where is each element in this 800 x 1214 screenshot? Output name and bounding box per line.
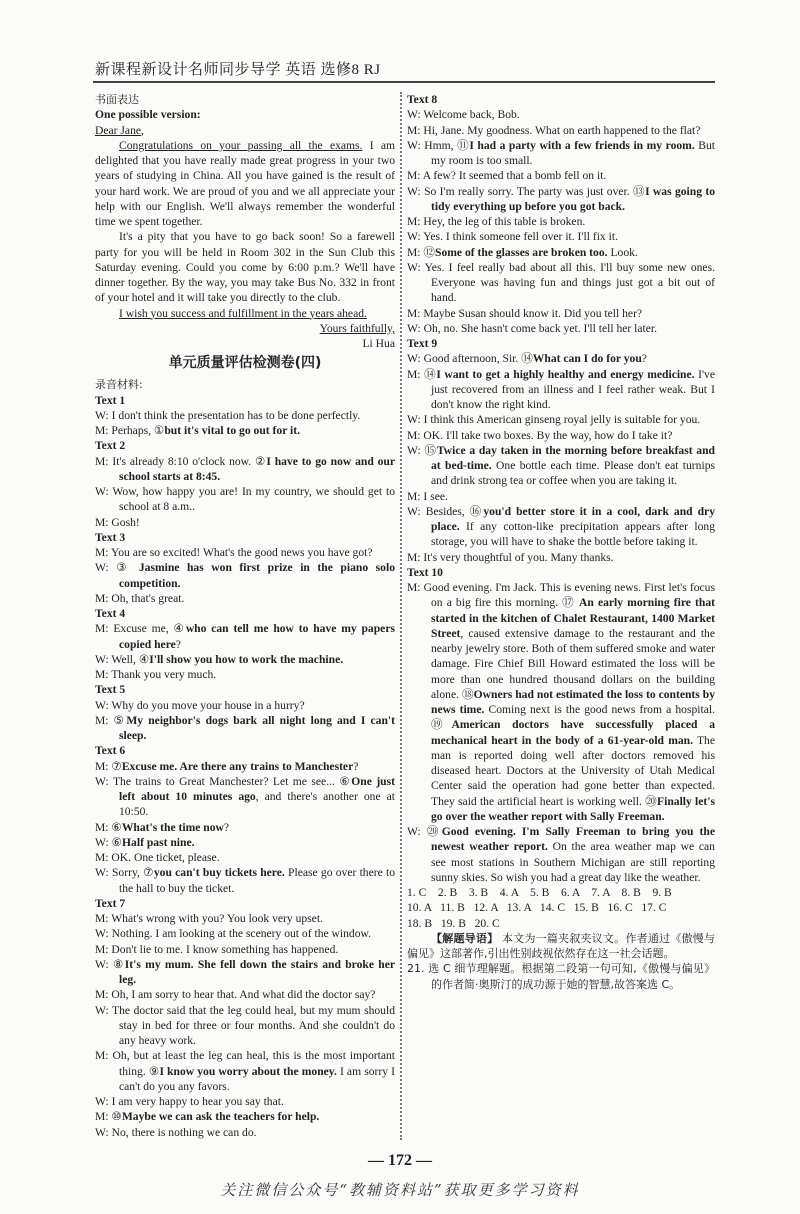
paragraph: 1. C 2. B 3. B 4. A 5. B 6. A 7. A 8. B 9. B [407, 886, 672, 899]
text-run: Coming next is the good news from a hospital. ⑲ [431, 703, 715, 732]
paragraph [95, 138, 395, 230]
text-run: ? [353, 759, 359, 773]
dialogue-line [407, 184, 715, 215]
text-run: W: I think this American ginseng royal jelly is suitable for you. [407, 413, 701, 427]
text-heading: Text 9 [407, 337, 438, 350]
page-number: — 172 — [368, 1151, 432, 1169]
dialogue-line [95, 774, 395, 820]
dialogue-line [95, 652, 395, 667]
text-run: ? [223, 820, 230, 834]
text-run: M: ⑩ [95, 1110, 122, 1124]
text-run: W: Welcome back, Bob. [407, 108, 520, 122]
text-run: The man is reported doing well after doctors removed his diseased heart. Doctors at the University of Utah Medical Center said the operation had gone better than expected. They said the artificial heart is working well. ⑳ [431, 733, 715, 808]
dialogue-line [407, 351, 715, 366]
dialogue-line [407, 107, 715, 122]
dialogue-line [95, 911, 395, 926]
text-run: ? [641, 352, 647, 366]
text-run: W: ⑥ [95, 835, 123, 849]
text-run: M: What's wrong with you? You look very upset. [95, 912, 323, 925]
text-run: If any cotton-like precipitation appears after long storage, you will have to shake the bottle before taking it. [431, 520, 715, 549]
text-run: W: No, there is nothing we can do. [95, 1125, 257, 1139]
text-run: W: Yes. I think someone fell over it. I'll fix it. [407, 230, 618, 244]
text-run: M: OK. I'll take two boxes. By the way, how do I take it? [407, 428, 673, 442]
answer-highlight: American doctors have successfully placed a mechanical heart in the body of a 61-year-old man. [431, 718, 715, 747]
text-run: M: Good evening. I'm Jack. This is evening news. First let's focus on a big fire this morning. ⑰ [407, 581, 715, 610]
paragraph [95, 229, 395, 305]
answer-highlight: who can tell me how to have my papers copied here [119, 622, 395, 651]
dialogue-line [95, 942, 395, 957]
paragraph: 18. B 19. B 20. C [407, 916, 500, 930]
dialogue-line [95, 957, 395, 988]
dialogue-line [407, 229, 715, 244]
text-run: M: Oh, I am sorry to hear that. And what did the doctor say? [95, 988, 376, 1002]
paragraph [407, 931, 715, 962]
text-run: W: Besides, ⑯ [407, 504, 484, 518]
text-run: M: Oh, that's great. [95, 591, 185, 605]
answer-highlight: you'd better store it in a cool, dark and dry place. [431, 504, 715, 533]
text-run: W: Hmm, ⑪ [407, 138, 470, 152]
text-run: M: ⑫ [407, 245, 436, 259]
text-run: M: Gosh! [95, 515, 140, 529]
answer-highlight: Half past nine. [122, 835, 195, 849]
text-run: W: ⑮ [407, 443, 437, 457]
dialogue-line [407, 123, 715, 138]
text-run: W: Well, ④ [95, 652, 150, 666]
running-header: 新课程新设计名师同步导学 英语 选修8 RJ [95, 62, 381, 78]
text-run: W: Yes. I feel really bad about all this. I'll buy some new ones. Everyone was having fun and things just got a bit out of hand. [407, 260, 715, 305]
text-run: W: ⑧ [95, 957, 125, 971]
dialogue-line [95, 515, 395, 530]
text-run: On the area weather map we can see most stations in Southern Michigan are still reporting sunny skies. So wish you had a great day like the weather. [431, 840, 715, 884]
text-run: W: So I'm really sorry. The party was just over. ⑬ [407, 184, 646, 198]
paragraph [95, 306, 395, 321]
text-run: W: The trains to Great Manchester? Let me see... ⑥ [95, 774, 352, 788]
dialogue-line [407, 412, 715, 427]
text-run: W: I am very happy to hear you say that. [95, 1095, 284, 1108]
dialogue-line [407, 504, 715, 550]
text-heading: Text 6 [95, 744, 126, 758]
text-run: W: ⑳ [407, 825, 442, 838]
text-run: M: ⑭ [407, 367, 437, 381]
dialogue-line [95, 1094, 395, 1109]
text-run: M: Thank you very much. [95, 668, 217, 681]
paragraph [95, 321, 395, 336]
text-run: Look. [607, 245, 638, 259]
header-rule [93, 81, 715, 83]
text-run: M: Hi, Jane. My goodness. What on earth happened to the flat? [407, 123, 701, 137]
column-divider [400, 92, 402, 1140]
dialogue-line [95, 1125, 395, 1140]
answer-highlight: I had a party with a few friends in my room. [469, 138, 695, 152]
dialogue-line [95, 820, 395, 835]
right-column [407, 92, 715, 1140]
dialogue-line [407, 489, 715, 504]
answer-highlight: I'll show you how to work the machine. [149, 652, 344, 666]
dialogue-line [95, 560, 395, 591]
dialogue-line [407, 367, 715, 413]
answer-highlight: Owners had not estimated the loss to contents by news time. [431, 687, 715, 716]
answer-highlight: Good evening. I'm Sally Freeman to bring you the newest weather report. [431, 825, 716, 854]
answer-highlight: 【解题导语】 [431, 931, 499, 945]
text-run: 本文为一篇夹叙夹议文。作者通过《傲慢与偏见》这部著作,引出性别歧视依然存在这一社会话题。 [407, 931, 716, 960]
text-run: Congratulations on your passing all the exams. [119, 138, 363, 152]
paragraph: 书面表达 [95, 93, 139, 106]
answer-highlight: An early morning fire that started in the kitchen of Chalet Restaurant, 1400 Market Street [431, 596, 715, 640]
dialogue-line [95, 621, 395, 652]
section-title: 单元质量评估检测卷(四) [168, 355, 322, 372]
text-run: I wish you success and fulfillment in the years ahead. [119, 306, 367, 320]
dialogue-line [95, 545, 395, 560]
dialogue-line [95, 454, 395, 485]
answer-highlight: Some of the glasses are broken too. [435, 245, 608, 259]
dialogue-line [407, 245, 715, 260]
text-run: M: You are so excited! What's the good news you have got? [95, 546, 373, 559]
dialogue-line [407, 824, 715, 885]
dialogue-line [407, 168, 715, 183]
dialogue-line [95, 1048, 395, 1094]
answer-highlight: I know you worry about the money. [159, 1064, 337, 1078]
text-run: M: It's already 8:10 o'clock now. ② [95, 454, 267, 468]
text-run: It's a pity that you have to go back soon! So a farewell party for you will be held in Room 302 in the Sun Club this Saturday evening. Could you come by 6:00 p.m.? We'll have dinner together. By the way, you may take Bus No. 332 in front of your hotel and it will take you directly to the club. [95, 230, 395, 305]
answer-highlight: Finally let's go over the weather report with Sally Freeman. [431, 794, 715, 823]
columns [95, 92, 715, 1140]
text-heading: One possible version: [95, 108, 201, 122]
paragraph [95, 123, 395, 138]
dialogue-line [95, 423, 395, 438]
answer-highlight: My neighbor's dogs bark all night long and I can't sleep. [119, 713, 395, 742]
text-heading: Text 1 [95, 393, 126, 407]
text-run: I am sorry I can't do you any favors. [119, 1064, 395, 1093]
dialogue-line [95, 865, 395, 896]
dialogue-line [95, 667, 395, 682]
text-run: W: Nothing. I am looking at the scenery out of the window. [95, 927, 372, 941]
text-run: , and there's another one at 10:50. [119, 790, 395, 819]
dialogue-line [407, 580, 715, 824]
paragraph: 录音材料: [95, 378, 143, 392]
text-run: W: Wow, how happy you are! In my country, we should get to school at 8 a.m.. [95, 485, 395, 514]
text-run: Dear Jane, [95, 123, 144, 137]
text-run: W: ③ [95, 561, 139, 575]
text-run: One bottle each time. Please don't eat turnips and drink strong tea or coffee when you are taking it. [431, 459, 715, 488]
dialogue-line [407, 428, 715, 443]
answer-highlight: What's the time now [121, 820, 224, 834]
dialogue-line [95, 850, 395, 865]
text-run: 21. 选 C 细节理解题。根据第二段第一句可知,《傲慢与偏见》的作者简·奥斯汀的成功源于她的智慧,故答案选 C。 [407, 962, 715, 991]
dialogue-line [95, 713, 395, 744]
text-run: W: Sorry, ⑦ [95, 866, 154, 880]
answer-highlight: Jasmine has won first prize in the piano solo competition. [119, 561, 395, 590]
text-run: ? [175, 637, 181, 651]
answer-highlight: What can I do for you [532, 352, 642, 366]
answer-highlight: Excuse me. Are there any trains to Manchester [121, 759, 354, 773]
text-heading: Text 4 [95, 607, 126, 620]
text-run: M: Maybe Susan should know it. Did you tell her? [407, 306, 643, 320]
dialogue-line [407, 260, 715, 306]
text-run: I've just recovered from an illness and I feel rather weak. But I don't know the right kind. [431, 367, 715, 411]
text-run: I am delighted that you have really made great progress in your two years of studying in China. All you have gained is the result of your hard work. We are proud of you and we all appreciate your help with our English. We'll always remember the wonderful time we spent together. [95, 138, 395, 228]
text-run: W: Good afternoon, Sir. ⑭ [407, 352, 533, 366]
answer-highlight: Twice a day taken in the morning before breakfast and at bed-time. [431, 443, 715, 472]
text-heading: Text 10 [407, 565, 443, 579]
dialogue-line [407, 550, 715, 565]
dialogue-line [407, 961, 715, 992]
answer-highlight: It's my mum. She fell down the stairs and broke her leg. [119, 957, 395, 986]
dialogue-line [407, 214, 715, 229]
text-run: M: ⑥ [95, 820, 122, 834]
text-heading: Text 3 [95, 530, 126, 544]
text-run: M: ⑤ [95, 713, 127, 727]
dialogue-line [95, 759, 395, 774]
dialogue-line [407, 321, 715, 336]
text-run: M: ⑦ [95, 759, 122, 773]
text-run: W: Why do you move your house in a hurry? [95, 698, 305, 712]
answer-highlight: I want to get a highly healthy and energy medicine. [436, 367, 695, 381]
answer-highlight: I have to go now and our school starts at 8:45. [119, 454, 395, 483]
text-run: M: OK. One ticket, please. [95, 851, 220, 864]
text-run: M: Hey, the leg of this table is broken. [407, 215, 586, 228]
dialogue-line [95, 835, 395, 850]
text-run: , caused extensive damage to the restaurant and the nearby jewelry store. Both of them suffered smoke and water damage. Fire Chief Bill Howard estimated the loss will be more than one hundred thousand dollars on the building alone. ⑱ [431, 626, 715, 701]
text-run: M: Perhaps, ① [95, 424, 165, 437]
text-run: M: A few? It seemed that a bomb fell on it. [407, 169, 607, 183]
text-heading: Text 7 [95, 896, 126, 910]
answer-highlight: I was going to tidy everything up before you got back. [431, 184, 716, 213]
dialogue-line [95, 926, 395, 941]
text-heading: Text 5 [95, 683, 126, 697]
answer-highlight: Maybe we can ask the teachers for help. [121, 1110, 320, 1124]
text-run: Yours faithfully, [319, 321, 395, 335]
text-run: W: The doctor said that the leg could heal, but my mum should stay in bed for three or four months. And she couldn't do any heavy work. [95, 1003, 395, 1047]
text-run: M: Oh, but at least the leg can heal, this is the most important thing. ⑨ [95, 1049, 395, 1078]
dialogue-line [407, 306, 715, 321]
text-heading: Text 8 [407, 93, 438, 106]
text-run: But my room is too small. [431, 138, 715, 167]
text-run: M: I see. [407, 489, 448, 503]
text-run: M: It's very thoughtful of you. Many thanks. [407, 550, 614, 564]
text-heading: Text 2 [95, 439, 126, 453]
dialogue-line [95, 591, 395, 606]
dialogue-line [95, 408, 395, 423]
dialogue-line [95, 1003, 395, 1049]
text-run: W: Oh, no. She hasn't come back yet. I'll tell her later. [407, 321, 658, 335]
dialogue-line [95, 987, 395, 1002]
left-column [95, 92, 395, 1140]
dialogue-line [407, 443, 715, 489]
dialogue-line [95, 484, 395, 515]
text-run: M: Don't lie to me. I know something has happened. [95, 942, 339, 956]
footer-note: 关注微信公众号“教辅资料站”获取更多学习资料 [220, 1180, 580, 1199]
dialogue-line [407, 138, 715, 169]
dialogue-line [95, 1109, 395, 1124]
dialogue-line [95, 698, 395, 713]
paragraph: 10. A 11. B 12. A 13. A 14. C 15. B 16. C 17. C [407, 901, 667, 915]
answer-highlight: but it's vital to go out for it. [164, 424, 301, 437]
answer-highlight: you can't buy tickets here. [153, 866, 285, 880]
answer-highlight: One just left about 10 minutes ago [119, 774, 395, 803]
paragraph: Li Hua [362, 337, 395, 350]
text-run: W: I don't think the presentation has to be done perfectly. [95, 408, 361, 422]
text-run: M: Excuse me, ④ [95, 622, 186, 636]
text-run: Please go over there to the hall to buy the ticket. [119, 866, 395, 895]
